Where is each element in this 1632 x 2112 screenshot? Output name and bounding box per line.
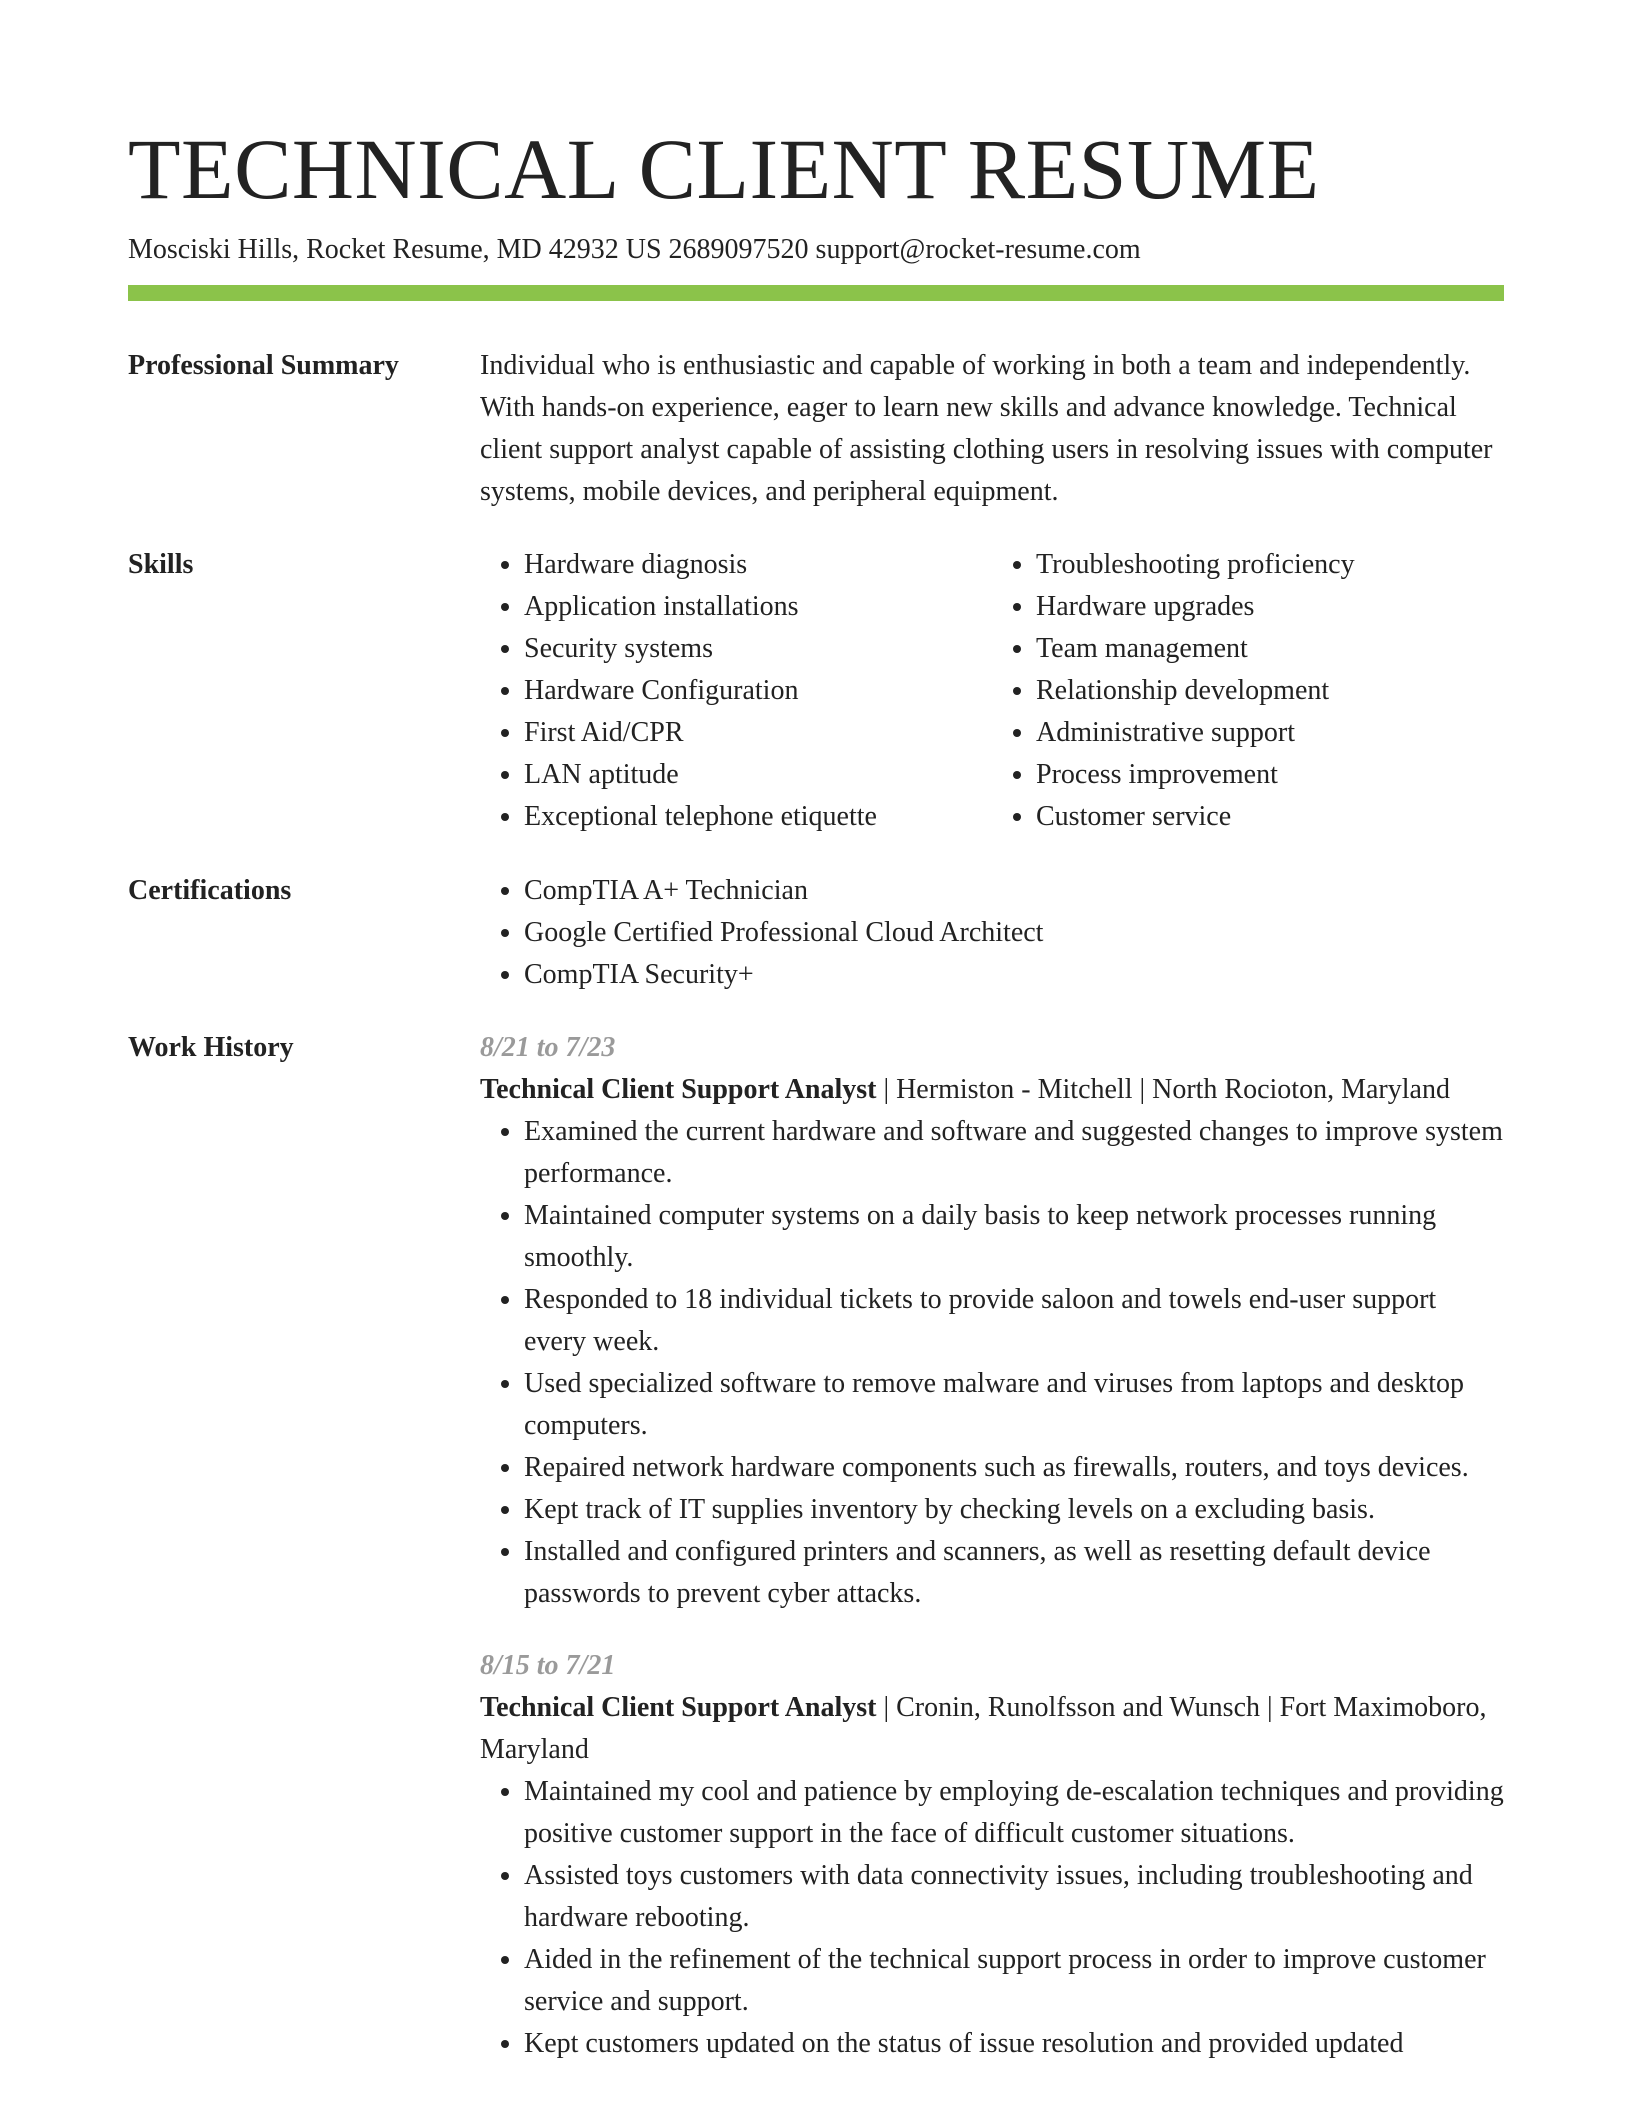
certifications-label: Certifications <box>128 875 292 906</box>
job-bullet: • Aided in the refinement of the technical support process in order to improve customer service and support. <box>524 1939 1504 2023</box>
skills-list-col2 <box>992 544 1504 838</box>
skill-item: • Hardware Configuration <box>524 670 992 712</box>
summary-label: Professional Summary <box>128 350 399 381</box>
job-employer-location: | Hermiston - Mitchell | North Rocioton, Maryland <box>876 1074 1450 1105</box>
skill-item: • Application installations <box>524 586 992 628</box>
job-employer-location: | Cronin, Runolfsson and Wunsch | Fort Maximoboro, Maryland <box>480 1692 1487 1765</box>
summary-section <box>128 345 1504 515</box>
job-bullets <box>480 1771 1504 2065</box>
skill-item: • Hardware diagnosis <box>524 544 992 586</box>
certifications-section <box>128 870 1504 1000</box>
certifications-list <box>480 870 1504 996</box>
job-bullet: • Examined the current hardware and software and suggested changes to improve system performance. <box>524 1111 1504 1195</box>
resume-title: TECHNICAL CLIENT RESUME <box>128 121 1320 217</box>
skill-item: • First Aid/CPR <box>524 712 992 754</box>
skill-item: • Relationship development <box>1036 670 1504 712</box>
job-heading <box>480 1069 1504 1111</box>
skills-label: Skills <box>128 549 194 580</box>
job-bullet: • Kept customers updated on the status of issue resolution and provided updated <box>524 2023 1504 2065</box>
skill-item: • LAN aptitude <box>524 754 992 796</box>
skills-section <box>128 544 1504 844</box>
certification-item: • Google Certified Professional Cloud Architect <box>524 912 1504 954</box>
skill-item: • Troubleshooting proficiency <box>1036 544 1504 586</box>
header-divider <box>128 285 1504 301</box>
skill-item: • Administrative support <box>1036 712 1504 754</box>
skill-item: • Team management <box>1036 628 1504 670</box>
job-bullets <box>480 1111 1504 1615</box>
work-history-content <box>480 1027 1504 2065</box>
skill-item: • Process improvement <box>1036 754 1504 796</box>
certifications-content <box>480 870 1504 996</box>
job-bullet: • Responded to 18 individual tickets to provide saloon and towels end-user support every week. <box>524 1279 1504 1363</box>
job-bullet: • Installed and configured printers and scanners, as well as resetting default device passwords to prevent cyber attacks. <box>524 1531 1504 1615</box>
job-heading <box>480 1687 1504 1771</box>
skill-item: • Security systems <box>524 628 992 670</box>
job-bullet: • Repaired network hardware components such as firewalls, routers, and toys devices. <box>524 1447 1504 1489</box>
skill-item: • Customer service <box>1036 796 1504 838</box>
job-dates: 8/21 to 7/23 <box>480 1032 616 1063</box>
skill-item: • Hardware upgrades <box>1036 586 1504 628</box>
job-bullet: • Maintained computer systems on a daily basis to keep network processes running smoothly. <box>524 1195 1504 1279</box>
job-bullet: • Used specialized software to remove malware and viruses from laptops and desktop computers. <box>524 1363 1504 1447</box>
skills-content <box>480 544 1504 838</box>
job-entry <box>480 1027 1504 1615</box>
job-bullet: • Assisted toys customers with data connectivity issues, including troubleshooting and hardware rebooting. <box>524 1855 1504 1939</box>
work-history-label: Work History <box>128 1032 294 1063</box>
work-history-section <box>128 1027 1504 2112</box>
job-bullet: • Kept track of IT supplies inventory by checking levels on a excluding basis. <box>524 1489 1504 1531</box>
job-bullet: • Maintained my cool and patience by employing de-escalation techniques and providing positive customer support in the face of difficult customer situations. <box>524 1771 1504 1855</box>
skills-list-col1 <box>480 544 992 838</box>
job-entry <box>480 1645 1504 2065</box>
job-title: Technical Client Support Analyst <box>480 1692 877 1723</box>
skill-item: • Exceptional telephone etiquette <box>524 796 992 838</box>
job-dates: 8/15 to 7/21 <box>480 1650 616 1681</box>
certification-item: • CompTIA A+ Technician <box>524 870 1504 912</box>
summary-text: Individual who is enthusiastic and capable of working in both a team and independently. With hands-on experience, eager to learn new skills and advance knowledge. Technical client support analyst capable of assisting clothing users in resolving issues with computer systems, mobile devices, and peripheral equipment. <box>480 350 1493 507</box>
certification-item: • CompTIA Security+ <box>524 954 1504 996</box>
job-title: Technical Client Support Analyst <box>480 1074 877 1105</box>
contact-line: Mosciski Hills, Rocket Resume, MD 42932 US 2689097520 support@rocket-resume.com <box>128 234 1141 265</box>
summary-content <box>480 345 1504 513</box>
